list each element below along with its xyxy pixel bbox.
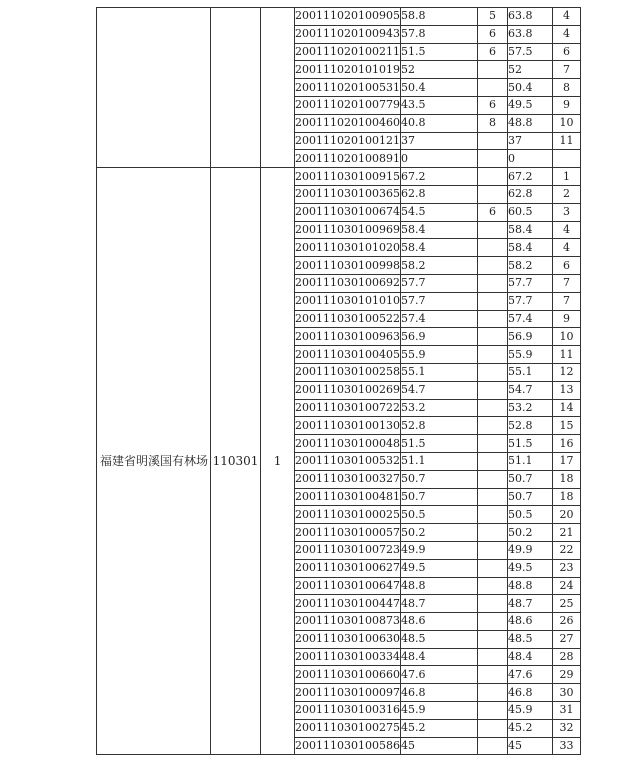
bonus-points-cell — [478, 648, 508, 666]
total-score-cell: 37 — [508, 132, 553, 150]
ticket-number-cell: 200111030100522 — [295, 310, 401, 328]
written-score-cell: 57.8 — [401, 25, 478, 43]
bonus-points-cell — [478, 328, 508, 346]
rank-cell — [553, 150, 581, 168]
ticket-number-cell: 200111030100130 — [295, 417, 401, 435]
total-score-cell: 52 — [508, 61, 553, 79]
ticket-number-cell: 200111030100097 — [295, 684, 401, 702]
score-table-body — [97, 8, 581, 755]
total-score-cell: 58.2 — [508, 257, 553, 275]
written-score-cell: 52 — [401, 61, 478, 79]
written-score-cell: 55.9 — [401, 346, 478, 364]
ticket-number-cell: 200111030100963 — [295, 328, 401, 346]
written-score-cell: 55.1 — [401, 363, 478, 381]
total-score-cell: 57.5 — [508, 43, 553, 61]
bonus-points-cell — [478, 310, 508, 328]
bonus-points-cell — [478, 435, 508, 453]
rank-cell: 28 — [553, 648, 581, 666]
total-score-cell: 55.9 — [508, 346, 553, 364]
ticket-number-cell: 200111020100531 — [295, 79, 401, 97]
written-score-cell: 49.9 — [401, 541, 478, 559]
ticket-number-cell: 200111030100481 — [295, 488, 401, 506]
rank-cell: 26 — [553, 613, 581, 631]
quota-cell: 1 — [261, 168, 295, 755]
rank-cell: 25 — [553, 595, 581, 613]
ticket-number-cell: 200111030100025 — [295, 506, 401, 524]
rank-cell: 33 — [553, 737, 581, 755]
written-score-cell: 50.5 — [401, 506, 478, 524]
bonus-points-cell — [478, 363, 508, 381]
total-score-cell: 50.2 — [508, 524, 553, 542]
total-score-cell: 50.4 — [508, 79, 553, 97]
total-score-cell: 52.8 — [508, 417, 553, 435]
ticket-number-cell: 200111030100269 — [295, 381, 401, 399]
bonus-points-cell — [478, 613, 508, 631]
total-score-cell: 49.5 — [508, 96, 553, 114]
bonus-points-cell — [478, 257, 508, 275]
rank-cell: 7 — [553, 61, 581, 79]
bonus-points-cell — [478, 381, 508, 399]
written-score-cell: 57.7 — [401, 292, 478, 310]
ticket-number-cell: 200111030101010 — [295, 292, 401, 310]
rank-cell: 4 — [553, 8, 581, 26]
total-score-cell: 48.8 — [508, 577, 553, 595]
rank-cell: 23 — [553, 559, 581, 577]
rank-cell: 9 — [553, 310, 581, 328]
rank-cell: 31 — [553, 702, 581, 720]
ticket-number-cell: 200111020100211 — [295, 43, 401, 61]
ticket-number-cell: 200111030100532 — [295, 452, 401, 470]
bonus-points-cell — [478, 630, 508, 648]
quota-cell-continued — [261, 8, 295, 168]
written-score-cell: 58.8 — [401, 8, 478, 26]
total-score-cell: 47.6 — [508, 666, 553, 684]
written-score-cell: 58.2 — [401, 257, 478, 275]
written-score-cell: 58.4 — [401, 221, 478, 239]
total-score-cell: 63.8 — [508, 25, 553, 43]
bonus-points-cell — [478, 185, 508, 203]
bonus-points-cell — [478, 292, 508, 310]
bonus-points-cell — [478, 399, 508, 417]
total-score-cell: 48.7 — [508, 595, 553, 613]
ticket-number-cell: 200111030100405 — [295, 346, 401, 364]
rank-cell: 4 — [553, 239, 581, 257]
bonus-points-cell — [478, 702, 508, 720]
rank-cell: 24 — [553, 577, 581, 595]
bonus-points-cell — [478, 488, 508, 506]
total-score-cell: 50.7 — [508, 470, 553, 488]
rank-cell: 14 — [553, 399, 581, 417]
rank-cell: 6 — [553, 43, 581, 61]
total-score-cell: 45 — [508, 737, 553, 755]
ticket-number-cell: 200111030100692 — [295, 274, 401, 292]
ticket-number-cell: 200111030100447 — [295, 595, 401, 613]
written-score-cell: 50.7 — [401, 470, 478, 488]
written-score-cell: 37 — [401, 132, 478, 150]
total-score-cell: 48.4 — [508, 648, 553, 666]
org-name-cell-continued — [97, 8, 211, 168]
total-score-cell: 45.9 — [508, 702, 553, 720]
total-score-cell: 49.5 — [508, 559, 553, 577]
ticket-number-cell: 200111020100943 — [295, 25, 401, 43]
ticket-number-cell: 200111030100915 — [295, 168, 401, 186]
rank-cell: 4 — [553, 221, 581, 239]
total-score-cell: 58.4 — [508, 239, 553, 257]
written-score-cell: 51.5 — [401, 43, 478, 61]
bonus-points-cell — [478, 559, 508, 577]
rank-cell: 10 — [553, 328, 581, 346]
bonus-points-cell: 8 — [478, 114, 508, 132]
written-score-cell: 45.2 — [401, 719, 478, 737]
ticket-number-cell: 200111020100460 — [295, 114, 401, 132]
table-row — [97, 168, 581, 186]
written-score-cell: 50.4 — [401, 79, 478, 97]
total-score-cell: 54.7 — [508, 381, 553, 399]
bonus-points-cell — [478, 666, 508, 684]
written-score-cell: 43.5 — [401, 96, 478, 114]
ticket-number-cell: 200111030100722 — [295, 399, 401, 417]
ticket-number-cell: 200111030100660 — [295, 666, 401, 684]
written-score-cell: 48.4 — [401, 648, 478, 666]
bonus-points-cell — [478, 595, 508, 613]
bonus-points-cell — [478, 719, 508, 737]
written-score-cell: 0 — [401, 150, 478, 168]
rank-cell: 30 — [553, 684, 581, 702]
rank-cell: 21 — [553, 524, 581, 542]
bonus-points-cell — [478, 150, 508, 168]
ticket-number-cell: 200111020101019 — [295, 61, 401, 79]
written-score-cell: 46.8 — [401, 684, 478, 702]
ticket-number-cell: 200111030100647 — [295, 577, 401, 595]
written-score-cell: 57.7 — [401, 274, 478, 292]
bonus-points-cell — [478, 470, 508, 488]
total-score-cell: 63.8 — [508, 8, 553, 26]
total-score-cell: 55.1 — [508, 363, 553, 381]
total-score-cell: 0 — [508, 150, 553, 168]
written-score-cell: 50.2 — [401, 524, 478, 542]
rank-cell: 12 — [553, 363, 581, 381]
ticket-number-cell: 200111030100048 — [295, 435, 401, 453]
rank-cell: 3 — [553, 203, 581, 221]
rank-cell: 29 — [553, 666, 581, 684]
bonus-points-cell — [478, 239, 508, 257]
total-score-cell: 57.4 — [508, 310, 553, 328]
ticket-number-cell: 200111030100057 — [295, 524, 401, 542]
rank-cell: 17 — [553, 452, 581, 470]
written-score-cell: 54.5 — [401, 203, 478, 221]
ticket-number-cell: 200111030100275 — [295, 719, 401, 737]
total-score-cell: 48.8 — [508, 114, 553, 132]
ticket-number-cell: 200111030100674 — [295, 203, 401, 221]
total-score-cell: 49.9 — [508, 541, 553, 559]
ticket-number-cell: 200111030100365 — [295, 185, 401, 203]
bonus-points-cell: 6 — [478, 43, 508, 61]
written-score-cell: 48.5 — [401, 630, 478, 648]
written-score-cell: 45.9 — [401, 702, 478, 720]
written-score-cell: 48.7 — [401, 595, 478, 613]
bonus-points-cell: 6 — [478, 96, 508, 114]
written-score-cell: 50.7 — [401, 488, 478, 506]
total-score-cell: 51.1 — [508, 452, 553, 470]
bonus-points-cell — [478, 452, 508, 470]
total-score-cell: 51.5 — [508, 435, 553, 453]
rank-cell: 10 — [553, 114, 581, 132]
total-score-cell: 46.8 — [508, 684, 553, 702]
rank-cell: 16 — [553, 435, 581, 453]
written-score-cell: 62.8 — [401, 185, 478, 203]
ticket-number-cell: 200111030100969 — [295, 221, 401, 239]
bonus-points-cell: 6 — [478, 203, 508, 221]
bonus-points-cell: 6 — [478, 25, 508, 43]
ticket-number-cell: 200111030100998 — [295, 257, 401, 275]
ticket-number-cell: 200111030100327 — [295, 470, 401, 488]
total-score-cell: 67.2 — [508, 168, 553, 186]
ticket-number-cell: 200111030100316 — [295, 702, 401, 720]
rank-cell: 13 — [553, 381, 581, 399]
written-score-cell: 57.4 — [401, 310, 478, 328]
rank-cell: 11 — [553, 346, 581, 364]
rank-cell: 11 — [553, 132, 581, 150]
position-code-cell-continued — [211, 8, 261, 168]
rank-cell: 2 — [553, 185, 581, 203]
total-score-cell: 57.7 — [508, 274, 553, 292]
written-score-cell: 67.2 — [401, 168, 478, 186]
total-score-cell: 62.8 — [508, 185, 553, 203]
written-score-cell: 48.8 — [401, 577, 478, 595]
bonus-points-cell — [478, 417, 508, 435]
written-score-cell: 53.2 — [401, 399, 478, 417]
bonus-points-cell — [478, 541, 508, 559]
rank-cell: 15 — [553, 417, 581, 435]
total-score-cell: 45.2 — [508, 719, 553, 737]
written-score-cell: 47.6 — [401, 666, 478, 684]
bonus-points-cell — [478, 274, 508, 292]
ticket-number-cell: 200111020100779 — [295, 96, 401, 114]
rank-cell: 20 — [553, 506, 581, 524]
rank-cell: 6 — [553, 257, 581, 275]
bonus-points-cell — [478, 577, 508, 595]
ticket-number-cell: 200111030101020 — [295, 239, 401, 257]
written-score-cell: 51.1 — [401, 452, 478, 470]
rank-cell: 18 — [553, 470, 581, 488]
bonus-points-cell — [478, 737, 508, 755]
ticket-number-cell: 200111030100627 — [295, 559, 401, 577]
rank-cell: 9 — [553, 96, 581, 114]
total-score-cell: 53.2 — [508, 399, 553, 417]
ticket-number-cell: 200111020100905 — [295, 8, 401, 26]
org-name-cell: 福建省明溪国有林场 — [97, 168, 211, 755]
bonus-points-cell — [478, 506, 508, 524]
total-score-cell: 48.6 — [508, 613, 553, 631]
total-score-cell: 57.7 — [508, 292, 553, 310]
ticket-number-cell: 200111030100723 — [295, 541, 401, 559]
total-score-cell: 58.4 — [508, 221, 553, 239]
written-score-cell: 48.6 — [401, 613, 478, 631]
bonus-points-cell: 5 — [478, 8, 508, 26]
ticket-number-cell: 200111030100873 — [295, 613, 401, 631]
table-row — [97, 8, 581, 26]
written-score-cell: 54.7 — [401, 381, 478, 399]
ticket-number-cell: 200111020100891 — [295, 150, 401, 168]
written-score-cell: 49.5 — [401, 559, 478, 577]
written-score-cell: 56.9 — [401, 328, 478, 346]
rank-cell: 1 — [553, 168, 581, 186]
written-score-cell: 51.5 — [401, 435, 478, 453]
bonus-points-cell — [478, 346, 508, 364]
rank-cell: 22 — [553, 541, 581, 559]
ticket-number-cell: 200111020100121 — [295, 132, 401, 150]
bonus-points-cell — [478, 524, 508, 542]
bonus-points-cell — [478, 168, 508, 186]
rank-cell: 4 — [553, 25, 581, 43]
rank-cell: 18 — [553, 488, 581, 506]
total-score-cell: 50.5 — [508, 506, 553, 524]
bonus-points-cell — [478, 79, 508, 97]
written-score-cell: 40.8 — [401, 114, 478, 132]
rank-cell: 7 — [553, 274, 581, 292]
rank-cell: 32 — [553, 719, 581, 737]
ticket-number-cell: 200111030100586 — [295, 737, 401, 755]
bonus-points-cell — [478, 684, 508, 702]
rank-cell: 8 — [553, 79, 581, 97]
ticket-number-cell: 200111030100630 — [295, 630, 401, 648]
total-score-cell: 50.7 — [508, 488, 553, 506]
rank-cell: 27 — [553, 630, 581, 648]
total-score-cell: 60.5 — [508, 203, 553, 221]
position-code-cell: 110301 — [211, 168, 261, 755]
score-table — [96, 7, 581, 755]
total-score-cell: 56.9 — [508, 328, 553, 346]
total-score-cell: 48.5 — [508, 630, 553, 648]
ticket-number-cell: 200111030100258 — [295, 363, 401, 381]
bonus-points-cell — [478, 221, 508, 239]
written-score-cell: 45 — [401, 737, 478, 755]
written-score-cell: 58.4 — [401, 239, 478, 257]
bonus-points-cell — [478, 61, 508, 79]
written-score-cell: 52.8 — [401, 417, 478, 435]
bonus-points-cell — [478, 132, 508, 150]
ticket-number-cell: 200111030100334 — [295, 648, 401, 666]
rank-cell: 7 — [553, 292, 581, 310]
